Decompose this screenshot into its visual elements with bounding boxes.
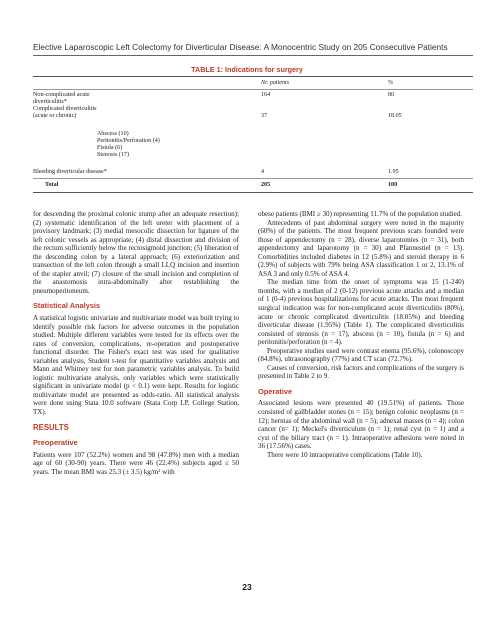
heading-preoperative: Preoperative <box>33 438 78 448</box>
row-bleeding-percent: 1.95 <box>388 169 399 175</box>
table-caption: TABLE 1: Indications for surgery <box>191 65 303 74</box>
right-column <box>258 210 464 459</box>
header-rule <box>33 55 473 56</box>
running-header: Elective Laparoscopic Left Colectomy for Diverticular Disease: A Monocentric Study on 205 Consecutive Patients <box>33 42 448 52</box>
row-noncomplicated-label-1: Non-complicated acute <box>33 92 90 98</box>
table-top-rule <box>33 76 473 77</box>
paragraph: There were 10 intraoperative complications (Table 10). <box>267 450 423 459</box>
paragraph: Preoperative studies used were contrast enema (95.6%), colonoscopy (84.8%), ultrasonography (77%) and CT scan (72.7%). <box>258 346 464 364</box>
sub-abscess: Abscess (10) <box>97 131 129 137</box>
row-noncomplicated-label-2: diverticulitis* <box>33 99 67 105</box>
sub-stenosis: Stenosis (17) <box>97 152 129 158</box>
sub-peritonitis: Peritonitis/Perforation (4) <box>97 138 160 144</box>
table-bottom-rule <box>33 192 473 193</box>
row-noncomplicated-percent: 80 <box>388 92 395 98</box>
paragraph: Causes of conversion, risk factors and complications of the surgery is presented in Table 2 to 9. <box>258 363 464 381</box>
paragraph: obese patients (BMI ≥ 30) representing 11.7% of the population studied. <box>258 210 463 218</box>
row-complicated-percent: 18.05 <box>388 113 402 119</box>
paragraph: for descending the proximal colonic stump after an adequate resection); (2) systematic identification of the left ureter with placement of a provisory landmark; (3) medial mesocolic dissection for ligature of the left colonic vessels as appropriate; (4) distal dissection and division of the rectum sufficiently below the rectosigmoid junction; (5) liberation of the descending colon by a lateral approach; (6) exteriorization and transection of the left colon through a small LLQ incision and insertion of the stapler anvil; (7) closure of the small incision and completion of the anastomosis intra-abdominally after restablishing the pneumoperitoneum. <box>33 210 239 295</box>
paragraph: Antecedents of past abdominal surgery were noted in the majority (60%) of the patients. The most frequent previous scars founded were those of appendectomy (n = 28), diverse laparotomies (n = 31), both appendectomy and laparotomy (n = 30) and Pfannestiel (n = 13). Comorbidities included diabetes in 12 (5.8%) and steroid therapy in 6 (2.9%) of subjects with 79% being ASA classification 1 or 2, 13.1% of ASA 3 and only 0.5% of ASA 4. <box>258 218 464 278</box>
row-total-count: 205 <box>261 182 271 188</box>
column-header-percent: % <box>388 80 394 86</box>
table-header-rule <box>33 89 473 90</box>
row-total-percent: 100 <box>388 182 398 188</box>
row-bleeding-label: Bleeding diverticular disease* <box>33 169 107 175</box>
table-total-rule <box>33 178 473 179</box>
heading-results: RESULTS <box>33 422 69 432</box>
paragraph: Patients were 107 (52.2%) women and 98 (47.8%) men with a median age of 60 (30-90) years. There were 46 (22.4%) subjects aged ≤ 50 years. The mean BMI was 25.3 (± 3.5) kg/m² with <box>33 450 239 476</box>
row-total-label: Total <box>45 182 59 188</box>
paragraph: Associated lesions were presented 40 (19.51%) of patients. Those consisted of gallbladder stones (n = 15); benign colonic neoplasms (n = 12); hernias of the abdominal wall (n = 5); adnexal masses (n = 4); colon cancer (n= 1); Meckel's diverticulum (n = 1); renal cyst (n = 1) and a cyst of the biliary tract (n = 1). Intraoperative adhesions were noted in 36 (17.56%) cases. <box>258 399 464 451</box>
heading-operative: Operative <box>258 386 293 396</box>
paragraph: The median time from the onset of symptoms was 15 (1-240) months, with a median of 2 (0-12) previous acute attacks and a median of 1 (0-4) previous hospitalizations for acute attacks. The most frequent surgical indication was for non-complicated acute diverticulitis (80%), acute or chronic complicated diverticulitis (18.05%) and bleeding diverticular disease (1.95%) (Table 1). The complicated diverticulitis consisted of stenosis (n = 17), abscess (n = 10), fistula (n = 6) and peritonitis/perforation (n = 4). <box>258 278 464 347</box>
sub-fistula: Fistula (6) <box>97 145 123 151</box>
row-complicated-label-1: Complicated diverticulitis <box>33 106 97 112</box>
row-bleeding-count: 4 <box>261 169 265 175</box>
page-number: 23 <box>242 582 252 592</box>
left-column <box>33 210 239 476</box>
paragraph: A statistical logistic univariate and multivariate model was built trying to identify possible risk factors for adverse outcomes in the population studied. Multiple different variables were tested for its effects over the rates of conversion, complications, re-operation and postoperative functional disorder. The Fisher's exact test was used for qualitative variables analysis, Student t-test for quantitative variables analysis and Mann and Whitney test for non parametric variables analysis. To build logistic multivariate analysis, only variables which were statistically significant in univariate model (p < 0.1) were kept. Results for logistic multivariate model are presented as odds-ratio. All statistical analysis were done using Stata 10.0 software (Stata Corp LP, College Station, TX). <box>33 314 239 417</box>
column-header-patients: Nr. patients <box>261 80 290 86</box>
heading-statistical-analysis: Statistical Analysis <box>33 301 101 311</box>
row-noncomplicated-count: 164 <box>261 92 271 98</box>
row-complicated-label-2: (acute or chronic) <box>33 113 77 119</box>
row-complicated-count: 37 <box>261 113 268 119</box>
indications-table <box>33 76 473 194</box>
